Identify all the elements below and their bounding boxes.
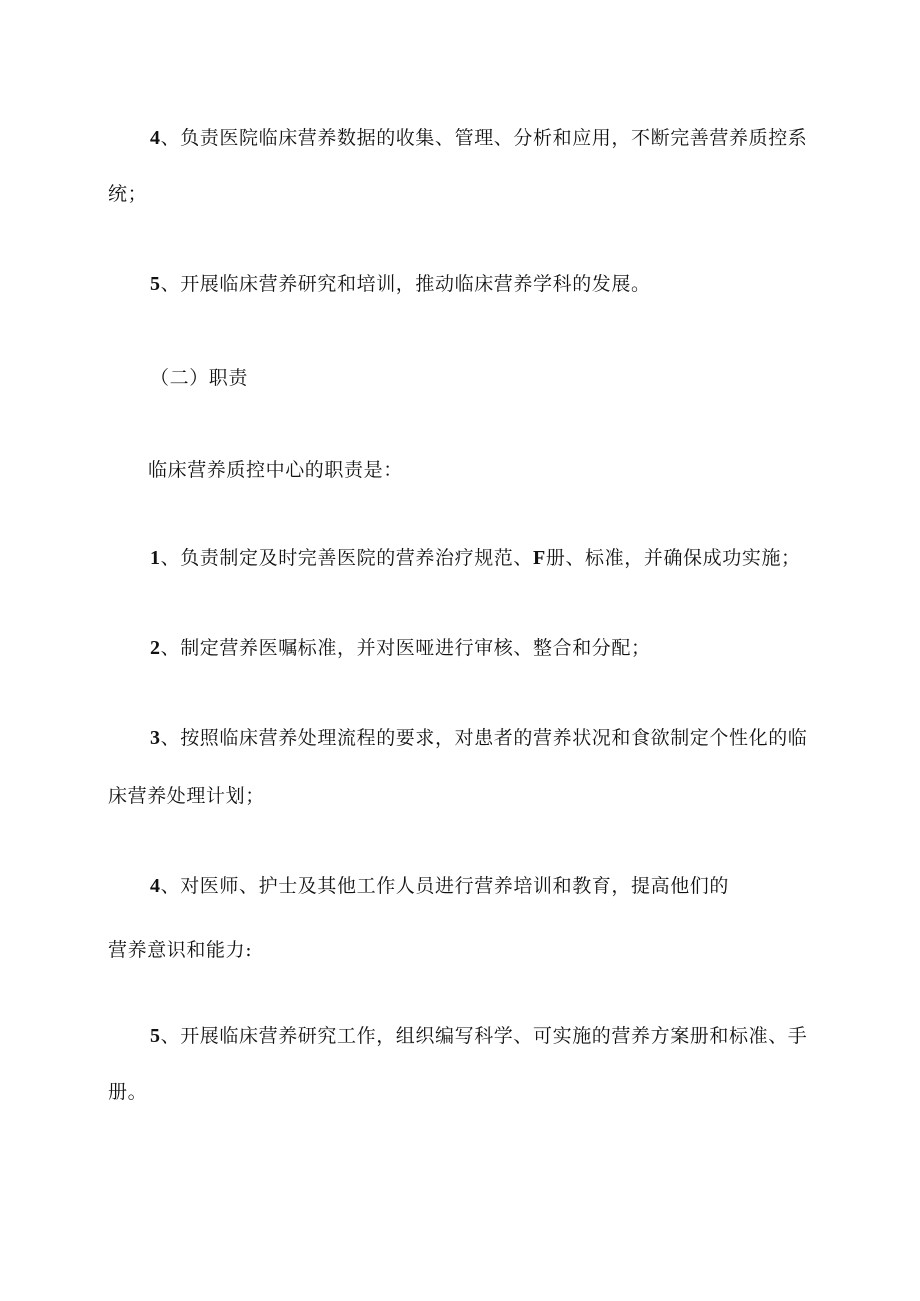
section-heading-text: （二）职责 bbox=[150, 367, 249, 389]
paragraph-5-line-1 bbox=[150, 272, 651, 296]
item-number: 3 bbox=[150, 727, 161, 749]
duty-text: 、对医师、护士及其他工作人员进行营养培训和教育，提高他们的 bbox=[160, 875, 730, 897]
duty-3-line-2 bbox=[108, 784, 265, 808]
item-number: 5 bbox=[150, 1025, 161, 1047]
duty-4-line-2 bbox=[108, 938, 252, 962]
duty-1-line-1 bbox=[150, 546, 801, 570]
duty-4-line-1 bbox=[150, 874, 729, 898]
item-number: 5 bbox=[150, 273, 161, 295]
item-number: 4 bbox=[150, 127, 161, 149]
duty-5-line-1 bbox=[150, 1024, 807, 1048]
paragraph-text: 、开展临床营养研究和培训，推动临床营养学科的发展。 bbox=[160, 273, 651, 295]
duty-5-line-2 bbox=[108, 1080, 147, 1104]
item-number: 2 bbox=[150, 637, 161, 659]
duty-text: 、制定营养医嘱标准，并对医哑进行审核、整合和分配； bbox=[160, 637, 651, 659]
duty-letter: F bbox=[533, 547, 546, 569]
duty-text: 床营养处理计划； bbox=[108, 785, 265, 807]
intro-line bbox=[148, 458, 403, 482]
duty-text: 册、标准，并确保成功实施； bbox=[545, 547, 801, 569]
section-heading bbox=[150, 366, 248, 390]
duty-2-line-1 bbox=[150, 636, 651, 660]
duty-text: 册。 bbox=[108, 1081, 148, 1103]
intro-text: 临床营养质控中心的职责是： bbox=[148, 459, 403, 481]
duty-3-line-1 bbox=[150, 726, 807, 750]
paragraph-4-line-1 bbox=[150, 126, 807, 150]
paragraph-4-line-2 bbox=[108, 182, 147, 206]
duty-text: 营养意识和能力: bbox=[108, 939, 253, 961]
duty-text: 、开展临床营养研究工作，组织编写科学、可实施的营养方案册和标准、手 bbox=[160, 1025, 808, 1047]
paragraph-text: 、负责医院临床营养数据的收集、管理、分析和应用，不断完善营养质控系 bbox=[160, 127, 808, 149]
item-number: 1 bbox=[150, 547, 161, 569]
duty-text: 、负责制定及时完善医院的营养治疗规范、 bbox=[160, 547, 534, 569]
paragraph-text: 统； bbox=[108, 183, 148, 205]
duty-text: 、按照临床营养处理流程的要求，对患者的营养状况和食欲制定个性化的临 bbox=[160, 727, 808, 749]
item-number: 4 bbox=[150, 875, 161, 897]
